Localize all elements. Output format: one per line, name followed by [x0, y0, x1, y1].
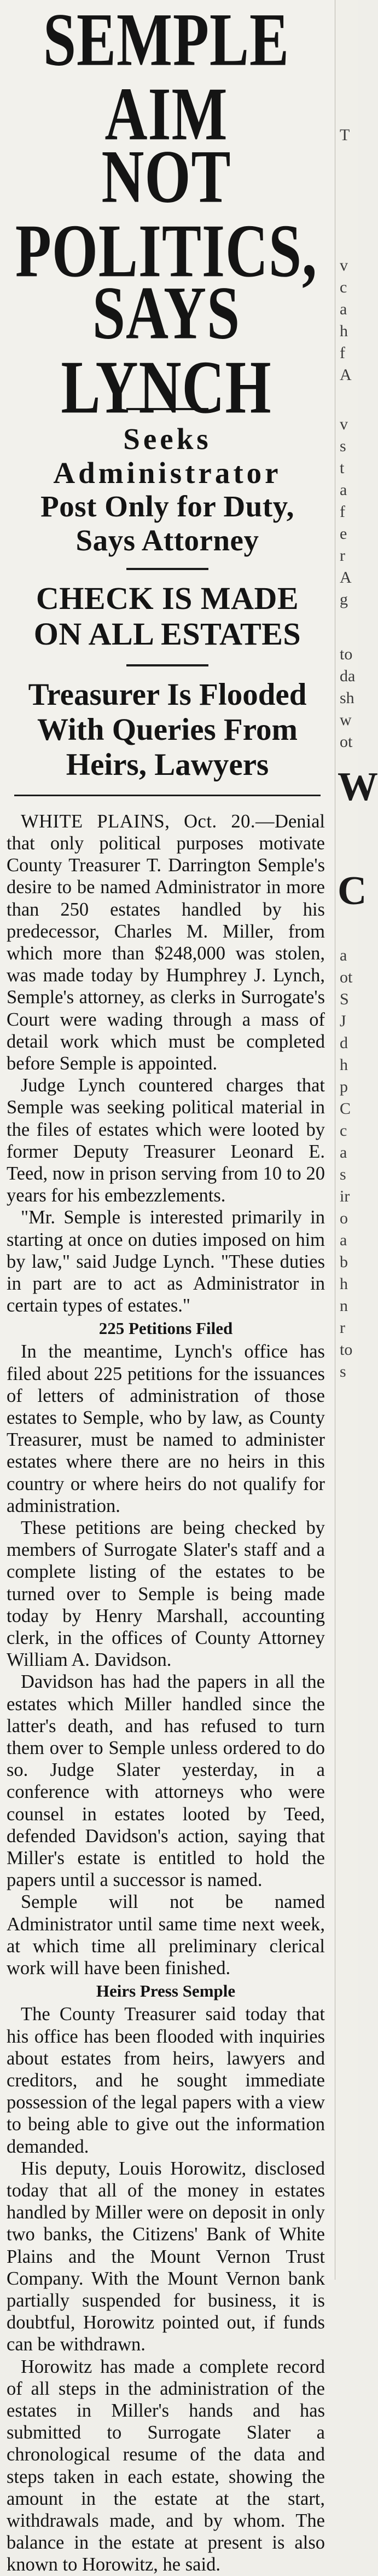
adjacent-fragment: W [338, 764, 378, 809]
adjacent-fragment: A [340, 568, 352, 586]
adjacent-fragment: da [340, 667, 356, 685]
adjacent-fragment: r [340, 1319, 345, 1337]
adjacent-fragment: C [340, 1100, 351, 1118]
adjacent-fragment: h [340, 1056, 348, 1074]
paragraph: In the meantime, Lynch's office has filed about 225 petitions for the issuances of letters of administration of those estates to Semple, who by law, as County Treasurer, must be named to administer estates where there are no heirs in this country or where heirs do not qualify for administration. [7, 1341, 325, 1516]
adjacent-fragment: r [340, 547, 345, 565]
adjacent-fragment: sh [340, 689, 354, 707]
adjacent-fragment: p [340, 1078, 348, 1096]
headline-line-3: SAYS LYNCH [61, 272, 272, 430]
adjacent-fragment: to [340, 1341, 353, 1359]
subhead-petitions-filed: 225 Petitions Filed [98, 1319, 233, 1338]
adjacent-fragment: h [340, 322, 348, 340]
adjacent-fragment: c [340, 278, 347, 296]
paragraph-text: Denial that only political purposes motivate County Treasurer T. Darrington Semple's desire to be named Administrator in more than 250 estates handled by his predecessor, Charles M. Miller, from which more than $248,000 was stolen, was made today by Humphrey J. Lynch, Semple's attorney, as clerks in Surrogate's Court were wading through a mass of detail work which must be completed before Semple is appointed. [7, 810, 325, 1074]
lead-paragraph [7, 810, 325, 1074]
adjacent-fragment: C [338, 869, 367, 913]
adjacent-fragment: n [340, 1297, 348, 1315]
paragraph: Semple will not be named Administrator until same time next week, at which time all preliminary clerical work will have been finished. [7, 1891, 325, 1979]
deck2-line-2: ON ALL ESTATES [33, 616, 301, 652]
main-headline [0, 0, 335, 430]
deck3-line-3: Heirs, Lawyers [66, 747, 269, 782]
paragraph: These petitions are being checked by members of Surrogate Slater's staff and a complete listing of the estates to be turned over to Semple is being made today by Henry Marshall, accounting clerk, in the offices of County Attorney William A. Davidson. [7, 1517, 325, 1671]
adjacent-fragment: w [340, 711, 352, 729]
article-body [0, 796, 335, 2576]
paragraph: Judge Lynch countered charges that Semple was seeking political material in the files of estates which were looted by former Deputy Treasurer Leonard E. Teed, now in prison serving from 10 to 20 years for his embezzlements. [7, 1075, 325, 1206]
paragraph: His deputy, Louis Horowitz, disclosed today that all of the money in estates handled by Miller were on deposit in only two banks, the Citizens' Bank of White Plains and the Mount Vernon Trust Company. With the Mount Vernon bank partially suspended for business, it is doubtful, Horowitz pointed out, if funds can be withdrawn. [7, 2158, 325, 2355]
adjacent-fragment: to [340, 645, 353, 663]
adjacent-fragment: a [340, 481, 347, 499]
paragraph: Davidson has had the papers in all the estates which Miller handled since the latter's death, and has refused to turn them over to Semple unless ordered to do so. Judge Slater yesterday, in a conference with attorneys who were counsel in estates looted by Teed, defended Davidson's action, saying that Miller's estate is entitled to hold the papers until a successor is named. [7, 1671, 325, 1891]
paragraph: The County Treasurer said today that his office has been flooded with inquiries about estates from heirs, lawyers and creditors, and he sought immediate possession of the legal papers with a view to being able to give out the information demanded. [7, 2004, 325, 2157]
adjacent-fragment: b [340, 1253, 348, 1271]
adjacent-fragment: a [340, 300, 347, 318]
deck1-line-1: Seeks Administrator [53, 422, 282, 490]
adjacent-fragment: ot [340, 968, 353, 986]
adjacent-fragment: f [340, 344, 345, 362]
adjacent-column-fragment [335, 0, 378, 2280]
adjacent-fragment: a [340, 1143, 347, 1162]
adjacent-fragment: g [340, 590, 348, 608]
adjacent-fragment: S [340, 990, 349, 1008]
deck1-line-2: Post Only for Duty, [40, 490, 294, 524]
adjacent-fragment: t [340, 459, 345, 477]
adjacent-fragment: ot [340, 733, 353, 751]
paragraph: Horowitz has made a complete record of all steps in the administration of the estates in Miller's hands and has submitted to Surrogate Slater a chronological resume of the data and steps taken in each estate, showing the amount in the estate at the start, withdrawals made, and by whom. The balance in the estate at present is also known to Horowitz, he said. [7, 2356, 325, 2575]
adjacent-fragment: s [340, 1165, 346, 1183]
adjacent-fragment: o [340, 1209, 348, 1227]
adjacent-fragment: d [340, 1034, 348, 1052]
paragraph: "Mr. Semple is interested primarily in starting at once on duties imposed on him by law," said Judge Lynch. "These duties in part are to act as Administrator in certain types of estates." [7, 1207, 325, 1316]
deck-check-is-made [0, 570, 335, 664]
adjacent-fragment: e [340, 525, 347, 543]
dateline: WHITE PLAINS, Oct. 20.— [21, 810, 275, 832]
adjacent-fragment: v [340, 256, 348, 274]
adjacent-fragment: s [340, 1362, 346, 1381]
adjacent-fragment: c [340, 1122, 347, 1140]
deck2-line-1: CHECK IS MADE [36, 580, 299, 617]
adjacent-fragment: a [340, 1231, 347, 1249]
subhead-heirs-press-semple: Heirs Press Semple [96, 1981, 236, 2001]
adjacent-fragment: ir [340, 1187, 350, 1205]
headline-line-1: SEMPLE AIM [43, 0, 290, 156]
adjacent-fragment: A [340, 366, 352, 384]
adjacent-fragment: a [340, 946, 347, 964]
headline-line-2: NOT POLITICS, [15, 135, 318, 293]
adjacent-fragment: h [340, 1275, 348, 1293]
deck3-line-1: Treasurer Is Flooded [28, 677, 307, 712]
adjacent-fragment: s [340, 437, 346, 455]
adjacent-fragment: f [340, 503, 345, 521]
deck-seeks-administrator [0, 410, 335, 568]
deck-treasurer-flooded [0, 666, 335, 794]
adjacent-fragment: v [340, 415, 348, 433]
adjacent-fragment: J [340, 1012, 346, 1030]
adjacent-fragment: T [340, 126, 350, 144]
deck3-line-2: With Queries From [37, 712, 298, 748]
deck1-line-3: Says Attorney [75, 523, 259, 557]
